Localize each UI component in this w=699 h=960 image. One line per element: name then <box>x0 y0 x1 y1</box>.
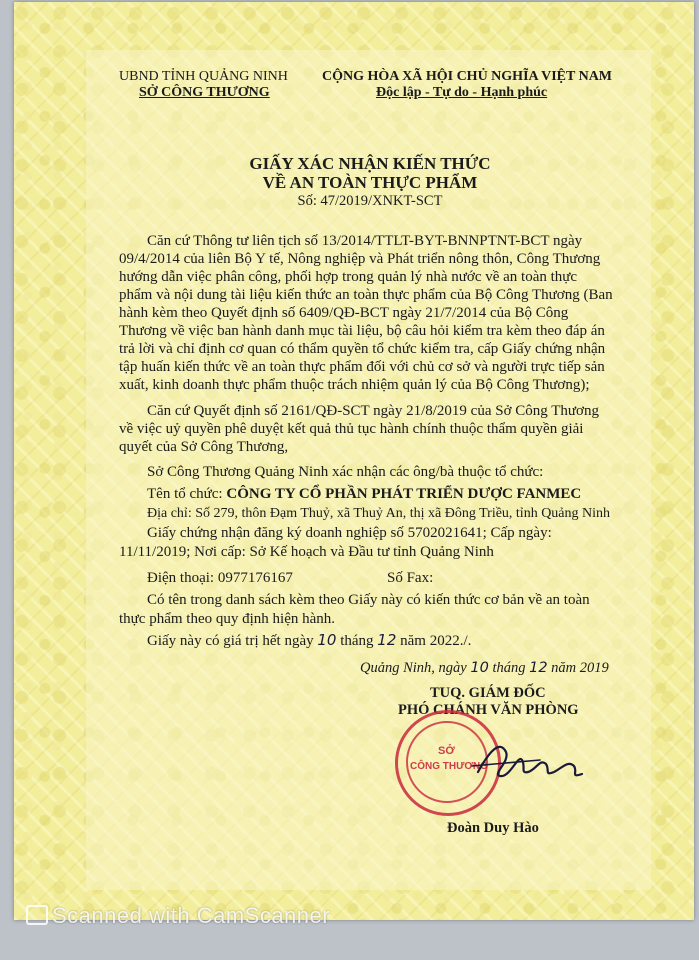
watermark-text: Scanned with CamScanner <box>52 903 331 928</box>
para1-line: xuất, kinh doanh thực phẩm thuộc trách nhiệm quản lý của Bộ Công Thương); <box>119 377 590 393</box>
org-name-row <box>147 486 581 503</box>
national-motto: Độc lập - Tự do - Hạnh phúc <box>376 85 548 100</box>
para1-line: phẩm và nội dung tài liệu kiến thức an toàn thực phẩm của Bộ Công Thương (Ban <box>119 287 613 303</box>
org-phone: Điện thoại: 0977176167 <box>147 570 293 586</box>
agency-name: SỞ CÔNG THƯƠNG <box>139 85 270 100</box>
agency-parent: UBND TỈNH QUẢNG NINH <box>119 69 288 84</box>
para1-line: tập huấn kiến thức về an toàn thực phẩm đối với chủ cơ sở và người trực tiếp sản <box>119 359 605 375</box>
validity-prefix: Giấy này có giá trị hết ngày <box>147 633 318 649</box>
sign-date-month-label: tháng <box>488 660 530 676</box>
sign-date-line <box>360 660 609 677</box>
para1-line: 09/4/2014 của liên Bộ Y tế, Nông nghiệp và Phát triển nông thôn, Công Thương <box>119 251 601 267</box>
seal-text-bottom: CÔNG THƯƠNG <box>410 761 488 772</box>
org-fax: Số Fax: <box>387 570 434 586</box>
signer-title: PHÓ CHÁNH VĂN PHÒNG <box>398 702 579 718</box>
sign-date-month: 12 <box>529 660 548 676</box>
para3-line: Có tên trong danh sách kèm theo Giấy này có kiến thức cơ bản về an toàn <box>147 592 590 608</box>
sign-date-day: 10 <box>470 660 489 676</box>
para2-line: về việc uỷ quyền phê duyệt kết quả thủ tục hành chính thuộc thẩm quyền giải <box>119 421 584 437</box>
sign-date-suffix: năm 2019 <box>547 660 609 676</box>
para1-line: Thương về việc ban hành danh mục tài liệu, bộ câu hỏi kiểm tra kèm theo đáp án <box>119 323 605 339</box>
validity-month-label: tháng <box>336 633 378 649</box>
para1-line: hướng dẫn việc phân công, phối hợp trong quản lý nhà nước về an toàn thực <box>119 269 578 285</box>
camscanner-logo <box>26 905 48 925</box>
signer-name: Đoàn Duy Hào <box>447 820 539 836</box>
para1-line: hành kèm theo Quyết định số 6409/QĐ-BCT ngày 21/7/2014 của Bộ Công <box>119 305 569 321</box>
validity-line <box>147 632 471 650</box>
para2-line: Căn cứ Quyết định số 2161/QĐ-SCT ngày 21/8/2019 của Sở Công Thương <box>147 403 599 419</box>
org-address: Địa chỉ: Số 279, thôn Đạm Thuỷ, xã Thuỷ An, thị xã Đông Triều, tỉnh Quảng Ninh <box>147 506 611 521</box>
validity-month: 12 <box>377 631 397 649</box>
handwritten-signature <box>470 730 600 790</box>
signer-authority: TUQ. GIÁM ĐỐC <box>430 685 546 701</box>
para3-line: thực phẩm theo quy định hiện hành. <box>119 611 336 627</box>
document-title-line1: GIẤY XÁC NHẬN KIẾN THỨC <box>249 154 491 173</box>
national-title: CỘNG HÒA XÃ HỘI CHỦ NGHĨA VIỆT NAM <box>322 69 613 84</box>
sign-date-prefix: Quảng Ninh, ngày <box>360 660 471 676</box>
para1-line: trả lời và chỉ định cơ quan có thẩm quyền tổ chức kiểm tra, cấp Giấy chứng nhận <box>119 341 606 357</box>
org-name-label: Tên tổ chức: <box>147 486 227 502</box>
validity-day: 10 <box>317 631 337 649</box>
confirm-line: Sở Công Thương Quảng Ninh xác nhận các ông/bà thuộc tổ chức: <box>147 464 544 480</box>
seal-text-top: SỞ <box>438 745 455 757</box>
para2-line: quyết của Sở Công Thương, <box>119 439 289 455</box>
org-license-line1: Giấy chứng nhận đăng ký doanh nghiệp số 5702021641; Cấp ngày: <box>147 525 552 541</box>
document-number: Số: 47/2019/XNKT-SCT <box>297 193 443 209</box>
validity-suffix: năm 2022./. <box>396 633 472 649</box>
camscanner-watermark <box>26 903 330 929</box>
para1-line: Căn cứ Thông tư liên tịch số 13/2014/TTLT-BYT-BNNPTNT-BCT ngày <box>147 233 583 249</box>
document-title-line2: VỀ AN TOÀN THỰC PHẨM <box>262 173 478 192</box>
org-name: CÔNG TY CỔ PHẦN PHÁT TRIỂN DƯỢC FANMEC <box>226 486 582 502</box>
org-license-line2: 11/11/2019; Nơi cấp: Sở Kế hoạch và Đầu tư tỉnh Quảng Ninh <box>119 544 494 560</box>
